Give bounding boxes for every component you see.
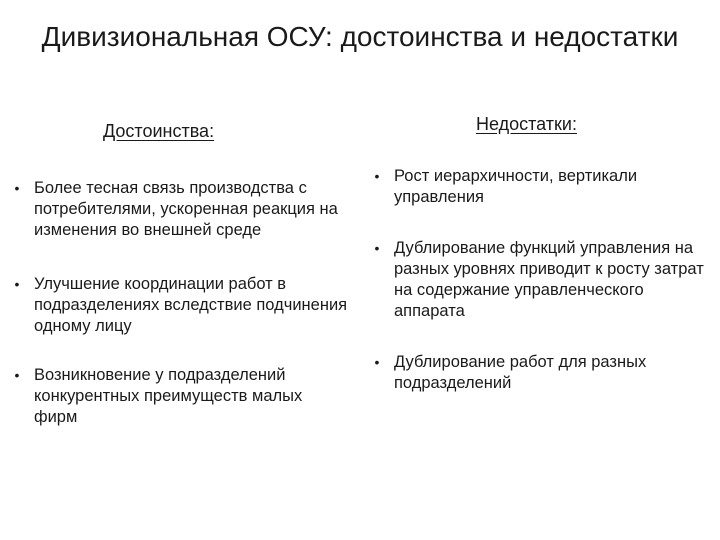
disadvantage-item bbox=[370, 166, 710, 208]
slide-title: Дивизиональная ОСУ: достоинства и недостатки bbox=[41, 21, 679, 52]
disadvantage-item-text: Дублирование работ для разных подразделений bbox=[394, 353, 647, 392]
disadvantage-item-text: Дублирование функций управления на разных уровнях приводит к росту затрат на содержание управленческого аппарата bbox=[394, 239, 704, 320]
advantage-item bbox=[10, 178, 350, 241]
bullet-icon: • bbox=[374, 168, 380, 184]
disadvantages-list bbox=[370, 166, 710, 424]
disadvantage-item bbox=[370, 238, 710, 322]
advantage-item-text: Более тесная связь производства с потребителями, ускоренная реакция на изменения во внешней среде bbox=[34, 179, 338, 239]
bullet-icon: • bbox=[14, 367, 20, 383]
advantage-item bbox=[10, 274, 350, 337]
advantage-item-text: Возникновение у подразделений конкурентных преимуществ малых фирм bbox=[34, 366, 303, 426]
disadvantages-header: Недостатки: bbox=[476, 114, 577, 134]
disadvantage-item bbox=[370, 352, 710, 394]
bullet-icon: • bbox=[14, 276, 20, 292]
bullet-icon: • bbox=[374, 240, 380, 256]
advantages-header: Достоинства: bbox=[103, 121, 215, 141]
advantage-item-text: Улучшение координации работ в подразделениях вследствие подчинения одному лицу bbox=[34, 275, 348, 335]
advantage-item bbox=[10, 365, 350, 428]
bullet-icon: • bbox=[14, 180, 20, 196]
bullet-icon: • bbox=[374, 354, 380, 370]
disadvantage-item-text: Рост иерархичности, вертикали управления bbox=[394, 167, 638, 206]
advantages-list bbox=[10, 178, 350, 461]
